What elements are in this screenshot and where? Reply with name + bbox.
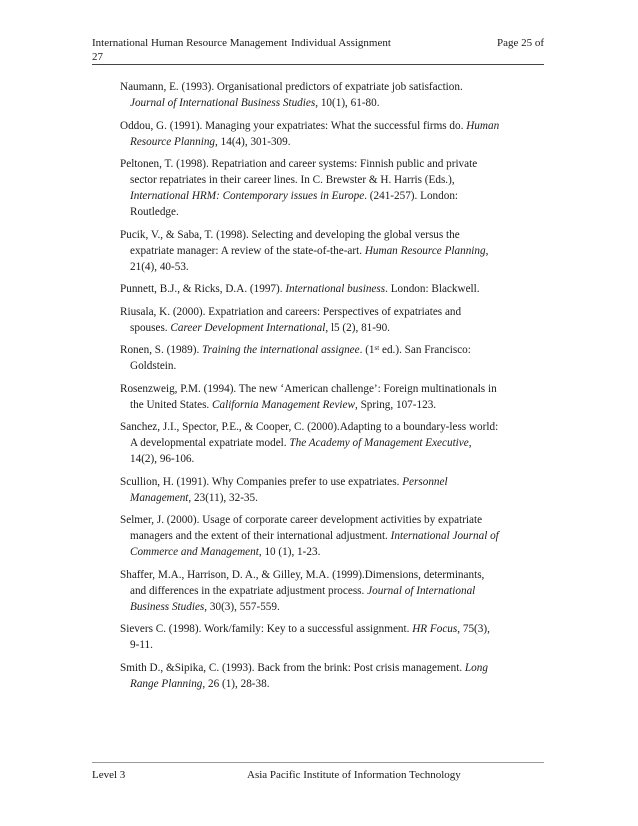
footer-level: Level 3	[92, 769, 126, 781]
reference-item: Smith D., &Sipika, C. (1993). Back from the brink: Post crisis management. Long Range Planning, 26 (1), 28-38.	[120, 661, 488, 690]
header-assignment-type: Individual Assignment	[291, 37, 391, 49]
header-rule	[92, 64, 544, 65]
header-page-total: 27	[92, 51, 103, 63]
reference-item: Naumann, E. (1993). Organisational predictors of expatriate job satisfaction. Journal of International Business Studies, 10(1), 61-80.	[120, 81, 463, 109]
reference-item: Riusala, K. (2000). Expatriation and careers: Perspectives of expatriates and spouses. Career Development International, l5 (2), 81-90.	[120, 305, 462, 334]
footer-institute: Asia Pacific Institute of Information Technology	[247, 769, 461, 781]
reference-item: Sievers C. (1998). Work/family: Key to a successful assignment. HR Focus, 75(3), 9-11.	[120, 623, 490, 651]
reference-item: Oddou, G. (1991). Managing your expatriates: What the successful firms do. Human Resource Planning, 14(4), 301-309.	[120, 119, 500, 148]
reference-item: Sanchez, J.I., Spector, P.E., & Cooper, C. (2000).Adapting to a boundary-less world: A developmental expatriate model. The Academy of Management Executive, 14(2), 96-106.	[120, 421, 499, 465]
reference-item: Pucik, V., & Saba, T. (1998). Selecting and developing the global versus the expatriate manager: A review of the state-of-the-art. Human Resource Planning, 21(4), 40-53.	[120, 228, 489, 273]
reference-list	[120, 79, 500, 698]
reference-item: Peltonen, T. (1998). Repatriation and career systems: Finnish public and private sector repatriates in their career lines. In C. Brewster & H. Harris (Eds.), International HRM: Contemporary issues in Europe. (241-257). London: Routledge.	[120, 158, 478, 218]
header-page-label: Page 25 of	[496, 37, 544, 49]
reference-item: Ronen, S. (1989). Training the international assignee. (1st ed.). San Francisco: Goldstein.	[120, 344, 471, 372]
reference-item: Scullion, H. (1991). Why Companies prefer to use expatriates. Personnel Management, 23(11), 32-35.	[120, 475, 448, 504]
header-course-title: International Human Resource Management	[92, 37, 288, 49]
footer-rule	[92, 762, 544, 763]
reference-item: Rosenzweig, P.M. (1994). The new ‘American challenge’: Foreign multinationals in the United States. California Management Review, Spring, 107-123.	[120, 382, 497, 411]
reference-item: Shaffer, M.A., Harrison, D. A., & Gilley, M.A. (1999).Dimensions, determinants, and differences in the expatriate adjustment process. Journal of International Business Studies, 30(3), 557-559.	[120, 568, 485, 613]
reference-item: Selmer, J. (2000). Usage of corporate career development activities by expatriate managers and the extent of their international adjustment. International Journal of Commerce and Management, 10 (1), 1-23.	[120, 514, 499, 558]
reference-item: Punnett, B.J., & Ricks, D.A. (1997). International business. London: Blackwell.	[120, 283, 480, 295]
